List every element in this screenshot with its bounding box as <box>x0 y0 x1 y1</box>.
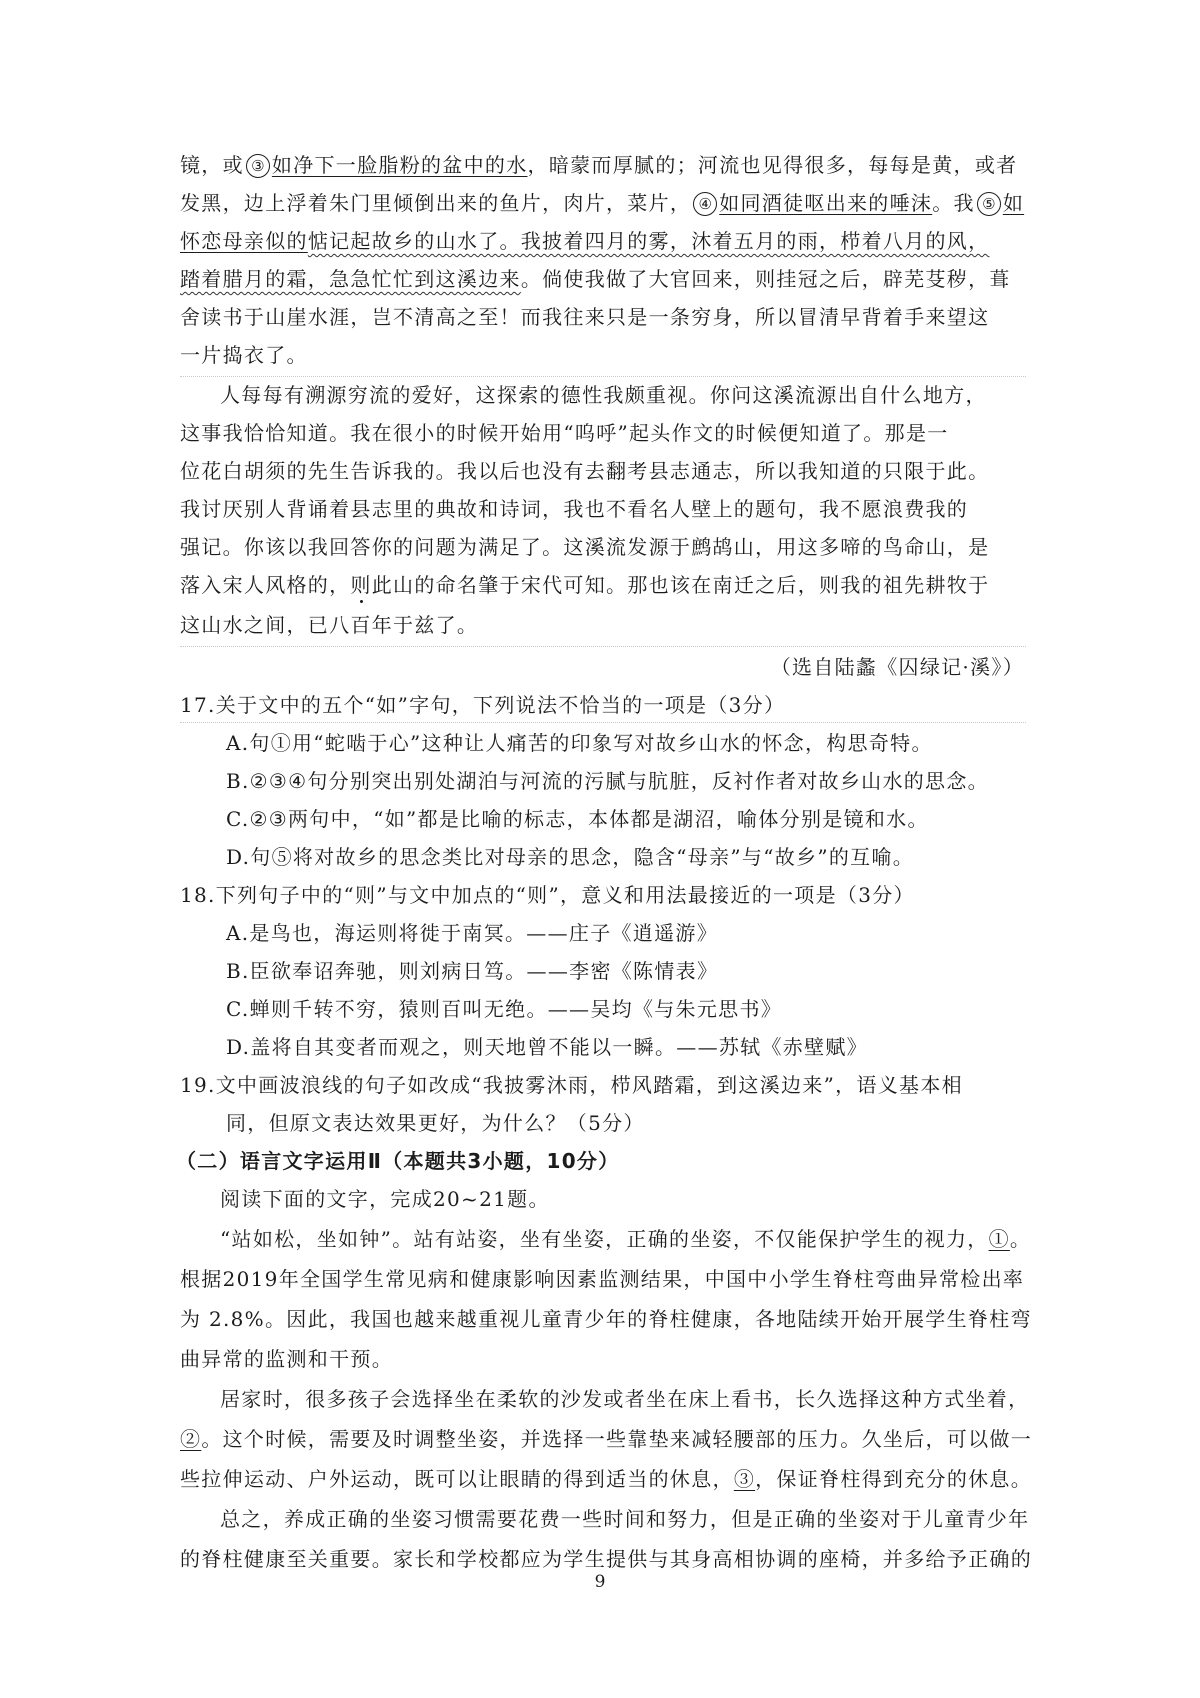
question-18-option-b: B.臣欲奉诏奔驰，则刘病日笃。——李密《陈情表》 <box>226 959 719 983</box>
passage-line-6: 一片捣衣了。 <box>180 343 308 367</box>
question-19-line-2: 同，但原文表达效果更好，为什么？（5分） <box>226 1111 645 1135</box>
page-number: 9 <box>594 1572 606 1592</box>
passage-p2-line-4: 我讨厌别人背诵着县志里的典故和诗词，我也不看名人壁上的题句，我不愿浪费我的 <box>180 497 969 521</box>
section-2-p2-line-1: 居家时，很多孩子会选择坐在柔软的沙发或者坐在床上看书，长久选择这种方式坐着， <box>220 1387 1030 1411</box>
sentence-marker-3: ③ <box>246 154 270 178</box>
blank-1: ① <box>988 1227 1010 1251</box>
underlined-sentence-3: 如净下一脸脂粉的盆中的水 <box>271 153 528 177</box>
divider <box>180 646 1026 647</box>
question-17-stem: 17.关于文中的五个“如”字句，下列说法不恰当的一项是（3分） <box>180 693 786 717</box>
passage-p2-line-1: 人每每有溯源穷流的爱好，这探索的德性我颇重视。你问这溪流源出自什么地方， <box>220 383 987 407</box>
question-18-stem: 18.下列句子中的“则”与文中加点的“则”，意义和用法最接近的一项是（3分） <box>180 883 915 907</box>
passage-p2-line-5: 强记。你该以我回答你的问题为满足了。这溪流发源于鹧鸪山，用这多啼的鸟命山，是 <box>180 535 990 559</box>
passage-p2-line-2: 这事我恰恰知道。我在很小的时候开始用“呜呼”起头作文的时候便知道了。那是一 <box>180 421 949 445</box>
dotted-character-ze: 则 <box>350 573 372 597</box>
question-18-option-d: D.盖将自其变者而观之，则天地曾不能以一瞬。——苏轼《赤壁赋》 <box>226 1035 868 1059</box>
question-18-option-c: C.蝉则千转不穷，猿则百叫无绝。——吴均《与朱元思书》 <box>226 997 783 1021</box>
section-2-p3-line-1: 总之，养成正确的坐姿习惯需要花费一些时间和努力，但是正确的坐姿对于儿童青少年 <box>220 1507 1030 1531</box>
question-17-option-d: D.句⑤将对故乡的思念类比对母亲的思念，隐含“母亲”与“故乡”的互喻。 <box>226 845 915 869</box>
question-18-option-a: A.是鸟也，海运则将徙于南冥。——庄子《逍遥游》 <box>226 921 719 945</box>
divider <box>180 376 1026 377</box>
passage-source: （选自陆蠡《囚绿记·溪》） <box>770 655 1024 679</box>
wavy-sentence-part-1: 惦记起故乡的山水了。我披着四月的雾，沐着五月的雨，栉着八月的风， <box>307 229 990 253</box>
divider <box>180 722 1026 723</box>
blank-3: ③ <box>733 1467 756 1491</box>
section-2-p1-line-4: 曲异常的监测和干预。 <box>180 1347 393 1371</box>
underlined-sentence-4: 如同酒徒呕出来的唾沫 <box>719 191 933 215</box>
section-2-instruction: 阅读下面的文字，完成20~21题。 <box>220 1187 550 1211</box>
passage-line-5: 舍读书于山崖水涯，岂不清高之至！而我往来只是一条穷身，所以冒清早背着手来望这 <box>180 305 990 329</box>
question-19-line-1: 19.文中画波浪线的句子如改成“我披雾沐雨，栉风踏霜，到这溪边来”，语义基本相 <box>180 1073 963 1097</box>
blank-2: ② <box>180 1427 202 1451</box>
section-2-p1-line-1: “站如松，坐如钟”。站有站姿，坐有坐姿，正确的坐姿，不仅能保护学生的视力，①。 <box>220 1227 1032 1251</box>
passage-p2-line-7: 这山水之间，已八百年于兹了。 <box>180 613 479 637</box>
wavy-sentence-part-2: 踏着腊月的霜，急急忙忙到这溪边来 <box>180 267 521 291</box>
question-17-option-b: B.②③④句分别突出别处湖泊与河流的污腻与肮脏，反衬作者对故乡山水的思念。 <box>226 769 989 793</box>
sentence-marker-5: ⑤ <box>977 192 1001 216</box>
passage-p2-line-3: 位花白胡须的先生告诉我的。我以后也没有去翻考县志通志，所以我知道的只限于此。 <box>180 459 990 483</box>
passage-line-4: 踏着腊月的霜，急急忙忙到这溪边来。倘使我做了大官回来，则挂冠之后，辟芜芟秽，葺 <box>180 267 1011 291</box>
passage-p2-line-6: 落入宋人风格的，则此山的命名肇于宋代可知。那也该在南迁之后，则我的祖先耕牧于 <box>180 573 990 597</box>
section-2-p2-line-3: 些拉伸运动、户外运动，既可以让眼睛的得到适当的休息，③，保证脊柱得到充分的休息。 <box>180 1467 1033 1491</box>
section-2-p2-line-2: ②。这个时候，需要及时调整坐姿，并选择一些靠垫来减轻腰部的压力。久坐后，可以做一 <box>180 1427 1033 1451</box>
underlined-sentence-5-start: 如 <box>1002 191 1025 215</box>
sentence-marker-4: ④ <box>693 192 717 216</box>
section-2-p1-line-3: 为 2.8%。因此，我国也越来越重视儿童青少年的脊柱健康，各地陆续开始开展学生脊柱弯 <box>180 1307 1032 1331</box>
section-2-p3-line-2: 的脊柱健康至关重要。家长和学校都应为学生提供与其身高相协调的座椅，并多给予正确的 <box>180 1547 1032 1571</box>
underlined-sentence-5-end: 怀恋母亲似的 <box>180 229 308 253</box>
section-2-heading: （二）语言文字运用Ⅱ（本题共3小题，10分） <box>176 1149 620 1173</box>
passage-line-2: 发黑，边上浮着朱门里倾倒出来的鱼片，肉片，菜片， ④ 如同酒徒呕出来的唾沫。我 ⑤ 如 <box>180 191 1025 215</box>
section-2-p1-line-2: 根据2019年全国学生常见病和健康影响因素监测结果，中国中小学生脊柱弯曲异常检出率 <box>180 1267 1025 1291</box>
question-17-option-a: A.句①用“蛇啮于心”这种让人痛苦的印象写对故乡山水的怀念，构思奇特。 <box>226 731 933 755</box>
question-17-option-c: C.②③两句中，“如”都是比喻的标志，本体都是湖沼，喻体分别是镜和水。 <box>226 807 929 831</box>
passage-line-1: 镜，或 ③ 如净下一脸脂粉的盆中的水，暗蒙而厚腻的；河流也见得很多，每每是黄，或者 <box>180 153 1018 177</box>
passage-line-3 <box>180 226 989 256</box>
